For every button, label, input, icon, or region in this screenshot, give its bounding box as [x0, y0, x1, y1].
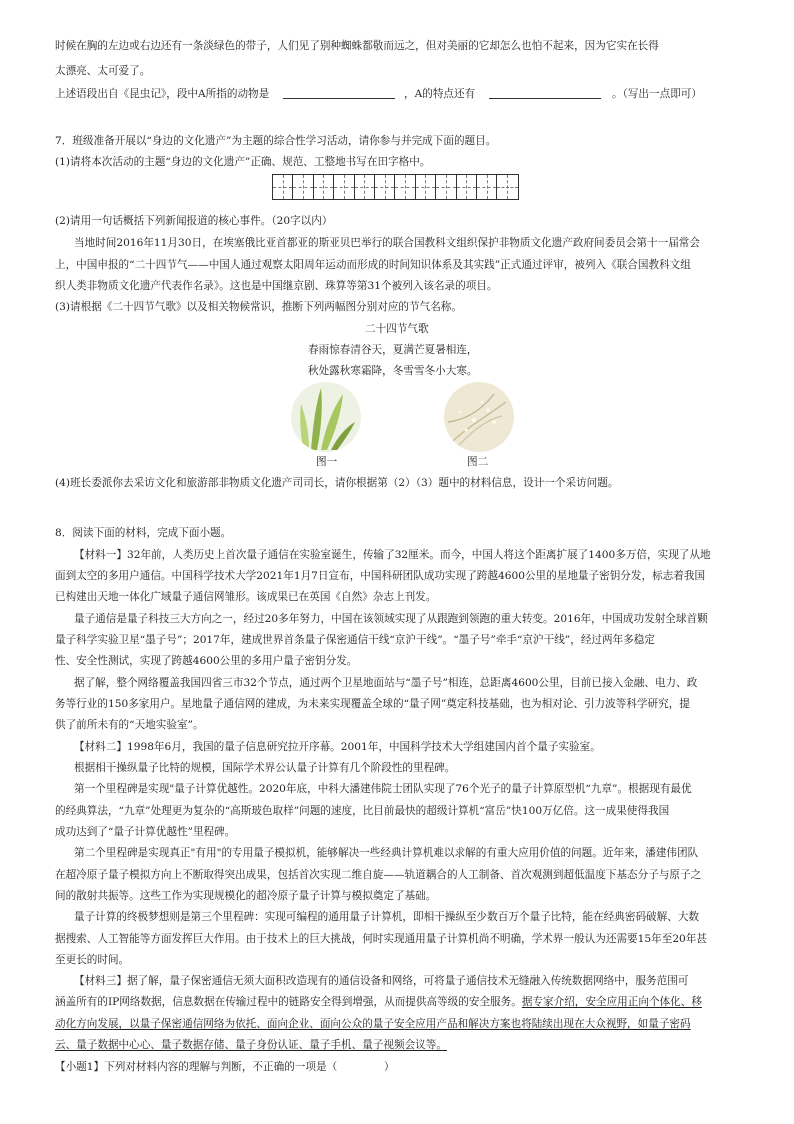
- grid-cell[interactable]: [477, 175, 497, 199]
- material-line: [55, 997, 702, 1008]
- material-line: 第二个里程碑是实现真正"有用"的专用量子模拟机，能够解决一些经典计算机难以求解的有重大应用价值的问题。近年来，潘建伟团队: [74, 847, 699, 859]
- material-line: 量子通信是量子科技三大方向之一，经过20多年努力，中国在该领域实现了从跟跑到领跑的重大转变。2016年，中国成功发射全球首颗: [74, 613, 708, 625]
- material-line: 至更长的时间。: [55, 954, 130, 966]
- underlined-line: 云、量子数据中心心、量子数据存储、量子身份认证、量子手机、量子视频会议等。: [55, 1039, 447, 1051]
- grid-cell[interactable]: [314, 175, 334, 199]
- grid-cell[interactable]: [436, 175, 456, 199]
- text-line: 太漂亮、太可爱了。: [55, 65, 151, 77]
- poem-line: 秋处露秋寒霜降，冬雪雪冬小大寒。: [308, 365, 478, 377]
- subquestion-1-label: 【小题1】下列对材料内容的理解与判断，不正确的一项是（: [55, 1061, 338, 1073]
- q7-sub3: (3)请根据《二十四节气歌》以及相关物候常识，推断下列两幅图分别对应的节气名称。: [55, 301, 462, 313]
- q8-title: 8．阅读下面的材料，完成下面小题。: [55, 527, 232, 539]
- figure-one-caption: 图一: [316, 456, 338, 468]
- material-line: 据搜索、人工智能等方面发挥巨大作用。由于技术上的巨大挑战，何时实现通用量子计算机尚不明确，学术界一般认为还需要15年至20年甚: [55, 933, 707, 945]
- material-line: 根据相干操纵量子比特的规模，国际学术界公认量子计算有几个阶段性的里程碑。: [74, 762, 456, 774]
- grid-cell[interactable]: [355, 175, 375, 199]
- material-line: 供了前所未有的“天地实验室”。: [55, 719, 204, 731]
- material-line: 【材料二】1998年6月，我国的量子信息研究拉开序幕。2001年，中国科学技术大学组建国内首个量子实验室。: [74, 741, 601, 753]
- material-line: 据了解，整个网络覆盖我国四省三市32个节点，通过两个卫星地面站与“墨子号”相连，总距离4600公里，目前已接入金融、电力、政: [74, 677, 698, 689]
- subquestion-1-end: ）: [383, 1061, 395, 1073]
- material-line: 在超冷原子量子模拟方向上不断取得突出成果，包括首次实现二维自旋——轨道耦合的人工制备、首次观测到超低温度下基态分子与原子之: [55, 869, 702, 881]
- grid-cell[interactable]: [416, 175, 436, 199]
- material-line: 性、安全性测试，实现了跨越4600公里的多用户量子密钥分发。: [55, 655, 358, 667]
- material-line: 【材料三】据了解，量子保密通信无须大面积改造现有的通信设备和网络，可将量子通信技术无缝融入传统数据网络中，服务范围可: [74, 975, 689, 987]
- poem-title: 二十四节气歌: [365, 323, 429, 335]
- grid-cell[interactable]: [457, 175, 477, 199]
- poem-line: 春雨惊春清谷天，夏满芒夏暑相连，: [308, 344, 478, 356]
- question-top-part1: 上述语段出自《昆虫记》，段中A所指的动物是: [55, 88, 270, 100]
- grid-cell[interactable]: [395, 175, 415, 199]
- tianzige-grid[interactable]: [272, 174, 519, 200]
- figure-two-image: [444, 382, 514, 452]
- material-line: 【材料一】32年前，人类历史上首次量子通信在实验室诞生，传输了32厘米。而今，中国人将这个距离扩展了1400多万倍，实现了从地: [74, 549, 711, 561]
- grid-cell[interactable]: [273, 175, 293, 199]
- answer-blank-1[interactable]: [283, 87, 395, 99]
- material-line: 间的散射共振等。这些工作为实现规模化的超冷原子量子计算与模拟奠定了基础。: [55, 890, 437, 902]
- material-line: 成功达到了“量子计算优越性”里程碑。: [55, 826, 236, 838]
- grid-cell[interactable]: [334, 175, 354, 199]
- text-line: 时候在胸的左边或右边还有一条淡绿色的带子，人们见了别种蜘蛛都敬而远之，但对美丽的它却怎么也怕不起来，因为它实在长得: [55, 40, 659, 52]
- question-top-part3: 。（写出一点即可）: [611, 88, 702, 100]
- question-top: [55, 87, 702, 100]
- material-line: 第一个里程碑是实现"量子计算优越性。2020年底，中科大潘建伟院士团队实现了76个光子的量子计算原型机“九章”。根据现有最优: [74, 783, 692, 795]
- material-text: 涵盖所有的IP网络数据，信息数据在传输过程中的链路安全得到增强，从而提供高等级的安全服务。: [55, 996, 522, 1008]
- material-line: 已构建出天地一体化广域量子通信网雏形。该成果已在英国《自然》杂志上刊发。: [55, 591, 437, 603]
- figure-two-caption: 图二: [467, 456, 489, 468]
- q7-sub1: (1)请将本次活动的主题“身边的文化遗产”正确、规范、工整地书写在田字格中。: [55, 156, 431, 168]
- frosted-grass-icon: [444, 382, 514, 452]
- q7-title: 7．班级准备开展以“身边的文化遗产”为主题的综合性学习活动，请你参与并完成下面的题目。: [55, 135, 497, 147]
- material-line: 量子计算的终极梦想则是第三个里程碑：实现可编程的通用量子计算机，即相干操纵至少数百万个量子比特，能在经典密码破解、大数: [74, 911, 700, 923]
- material-line: 的经典算法，“九章”处理更为复杂的“高斯玻色取样”问题的速度，比目前最快的超级计算机“富岳”快100万亿倍。这一成果使得我国: [55, 805, 670, 817]
- green-leaf-icon: [291, 382, 361, 452]
- underlined-text: 据专家介绍，安全应用正向个体化、移: [521, 996, 702, 1008]
- underlined-line: 动化方向发展，以量子保密通信网络为依托、面向企业、面向公众的量子安全应用产品和解决方案也将陆续出现在大众视野，如量子密码: [55, 1018, 691, 1030]
- material-line: 面到太空的多用户通信。中国科学技术大学2021年1月7日宣布，中国科研团队成功实现了跨越4600公里的星地量子密钥分发，标志着我国: [55, 570, 706, 582]
- news-line: 当地时间2016年11月30日，在埃塞俄比亚首都亚的斯亚贝巴举行的联合国教科文组织保护非物质文化遗产政府间委员会第十一届常会: [74, 237, 700, 249]
- news-line: 织人类非物质文化遗产代表作名录》。这也是中国继京剧、珠算等第31个被列入该名录的项目。: [55, 280, 498, 292]
- q7-sub4: (4)班长委派你去采访文化和旅游部非物质文化遗产司司长，请你根据第（2）（3）题中的材料信息，设计一个采访问题。: [55, 477, 619, 489]
- grid-cell[interactable]: [293, 175, 313, 199]
- material-line: 量子科学实验卫星“墨子号”；2017年，建成世界首条量子保密通信干线“京沪干线”。“墨子号”牵手“京沪干线”，经过两年多稳定: [55, 634, 655, 646]
- answer-blank-2[interactable]: [489, 87, 601, 99]
- subquestion-1: [55, 1062, 395, 1073]
- grid-cell[interactable]: [375, 175, 395, 199]
- question-top-part2: ，A的特点还有: [403, 88, 476, 100]
- news-line: 上，中国申报的“二十四节气——中国人通过观察太阳周年运动而形成的时间知识体系及其实践”正式通过评审，被列入《联合国教科文组: [55, 259, 691, 271]
- grid-cell[interactable]: [497, 175, 517, 199]
- figure-one-image: [291, 382, 361, 452]
- q7-sub2: (2)请用一句话概括下列新闻报道的核心事件。（20字以内）: [55, 215, 333, 227]
- material-line: 务等行业的150多家用户。星地量子通信网的建成，为未来实现覆盖全球的“量子网”奠定科技基础，也为相对论、引力波等科学研究，提: [55, 698, 690, 710]
